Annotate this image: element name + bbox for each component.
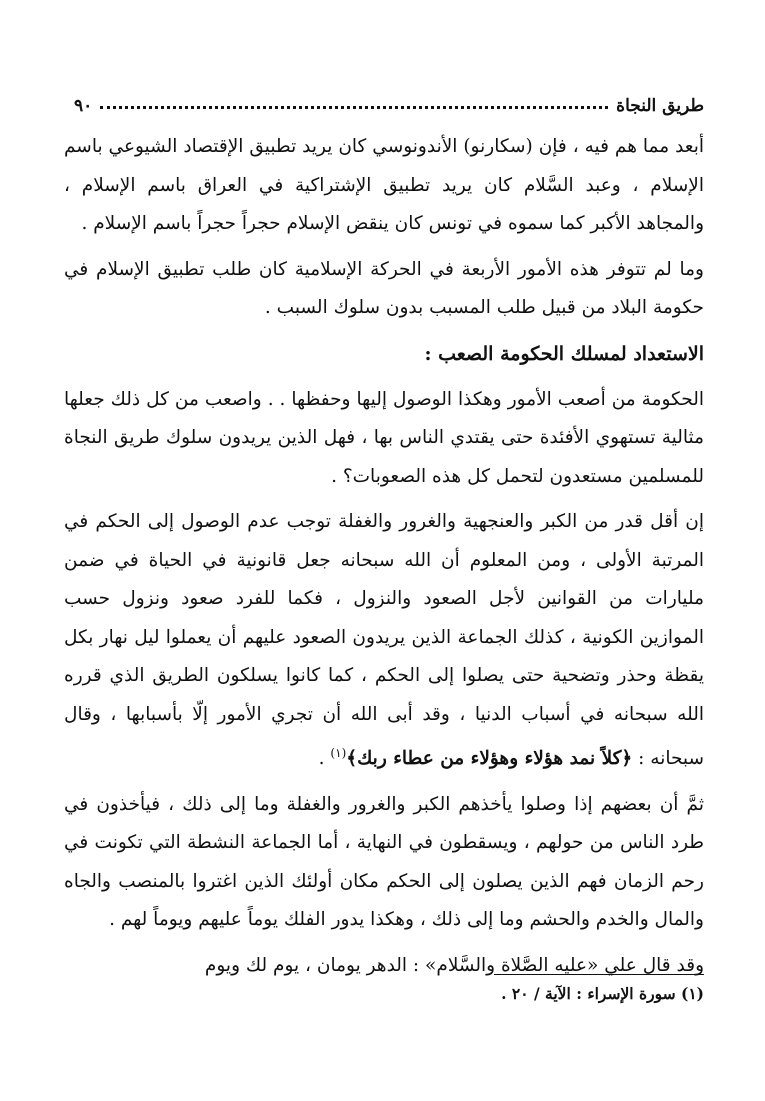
paragraph-3: الحكومة من أصعب الأمور وهكذا الوصول إليها وحفظها . . واصعب من كل ذلك جعلها مثالية تستهوي الأفئدة حتى يقتدي الناس بها ، فهل الذين يريدون سلوك طريق النجاة للمسلمين مستعدون لتحمل كل هذه الصعوبات؟ . bbox=[64, 388, 704, 487]
book-page bbox=[64, 86, 704, 1066]
page-header bbox=[64, 86, 704, 116]
footnote: (١) سورة الإسراء : الآية / ٢٠ . bbox=[501, 984, 704, 1003]
paragraph-4 bbox=[64, 503, 704, 779]
body-text bbox=[64, 128, 704, 985]
quran-quote: ﴿كلاً نمد هؤلاء وهؤلاء من عطاء ربك﴾ bbox=[346, 748, 633, 770]
paragraph-1: أبعد مما هم فيه ، فإن (سكارنو) الأندونوسي كان يريد تطبيق الإقتصاد الشيوعي باسم الإسلام ، وعبد السَّلام كان يريد تطبيق الإشتراكية في العراق باسم الإسلام ، والمجاهد الأكبر كما سموه في تونس كان ينقض الإسلام حجراً حجراً باسم الإسلام . bbox=[64, 136, 704, 234]
footnote-reference: (١) bbox=[330, 746, 347, 760]
paragraph-2: وما لم تتوفر هذه الأمور الأربعة في الحركة الإسلامية كان طلب تطبيق الإسلام في حكومة البلاد من قبيل طلب المسبب بدون سلوك السبب . bbox=[64, 258, 704, 318]
paragraph-4-text: إن أقل قدر من الكبر والعنجهية والغرور والغفلة توجب عدم الوصول إلى الحكم في المرتبة الأولى ، ومن المعلوم أن الله سبحانه جعل قانونية في الحياة في ضمن مليارات من القوانين لأجل الصعود والنزول ، فكما للفرد صعود ونزول حسب الموازين الكونية ، كذلك الجماعة الذين يريدون الصعود عليهم أن يعملوا ليل نهار بكل يقظة وحذر وتضحية حتى يصلوا إلى الحكم ، كما كانوا يسلكون الطريق الذي قرره الله سبحانه في أسباب الدنيا ، وقد أبى الله أن تجري الأمور إلّا بأسبابها ، وقال سبحانه : bbox=[64, 511, 704, 770]
header-dot-leader bbox=[100, 105, 608, 109]
paragraph-6: وقد قال علي «عليه الصَّلاة والسَّلام» : الدهر يومان ، يوم لك ويوم bbox=[204, 954, 704, 976]
footnote-divider bbox=[494, 974, 704, 975]
page-number: ٩٠ bbox=[74, 96, 93, 116]
section-heading: الاستعداد لمسلك الحكومة الصعب : bbox=[424, 342, 704, 365]
running-title: طريق النجاة bbox=[616, 96, 704, 116]
paragraph-5: ثمَّ أن بعضهم إذا وصلوا يأخذهم الكبر والغرور والغفلة وما إلى ذلك ، فيأخذون في طرد الناس من حولهم ، ويسقطون في النهاية ، أما الجماعة النشطة التي تكونت في رحم الزمان فهم الذين يصلون إلى الحكم مكان أولئك الذين اغتروا بالمنصب والجاه والمال والخدم والحشم وما إلى ذلك ، وهكذا يدور الفلك يوماً عليهم ويوماً لهم . bbox=[64, 793, 704, 931]
paragraph-4-end: . bbox=[318, 748, 325, 770]
